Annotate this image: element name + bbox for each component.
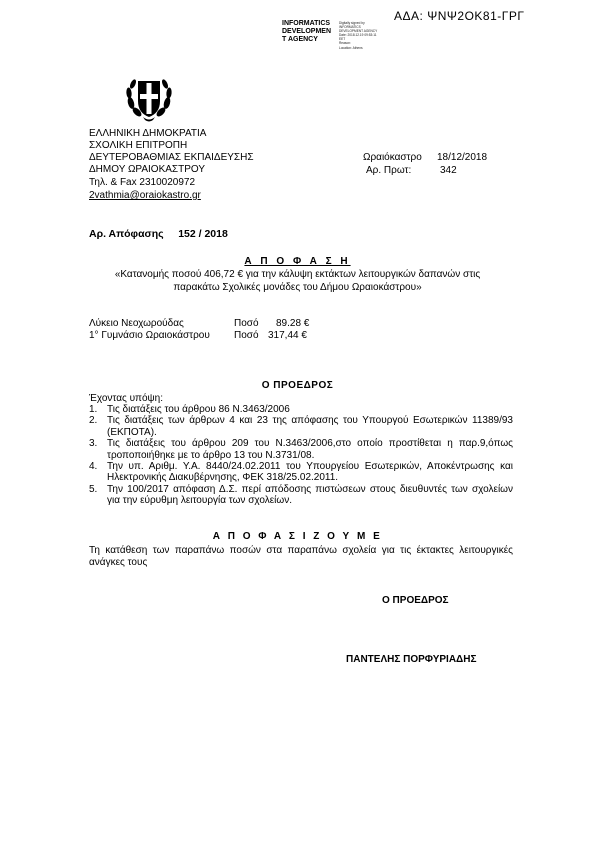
document-title: Α Π Ο Φ Α Σ Η [244,256,351,267]
amount-value: 317,44 € [268,330,307,341]
decision-number-value: 152 / 2018 [178,228,228,240]
list-item [89,461,513,484]
item-text: Την 100/2017 απόφαση Δ.Σ. περί απόδοσης πιστώσεων στους διευθυντές των σχολείων για την εύρυθμη λειτουργία των σχολείων. [107,483,513,507]
issuer-line: ΣΧΟΛΙΚΗ ΕΠΙΤΡΟΠΗ [89,140,188,151]
list-item [89,438,513,461]
we-decide-heading: Α Π Ο Φ Α Σ Ι Ζ Ο Υ Μ Ε [212,531,383,542]
place-label: Ωραιόκαστρο [363,152,422,163]
amount-label: Ποσό [234,330,259,341]
signer-line: T AGENCY [282,36,318,43]
president-heading: Ο ΠΡΟΕΔΡΟΣ [261,380,334,391]
signature-title: Ο ΠΡΟΕΔΡΟΣ [382,595,449,606]
signer-logo-text [282,20,331,44]
digital-signature-details [339,21,377,50]
item-number: 1. [89,404,98,415]
list-item [89,415,513,438]
signer-line: INFORMATICS [282,20,331,27]
item-number: 4. [89,461,98,473]
signature-detail-line: Location: Athens [339,45,363,50]
greek-emblem-icon [123,73,175,125]
protocol-label: Αρ. Πρωτ: [366,165,412,176]
item-text: Τις διατάξεις του άρθρου 209 του Ν.3463/2006,στο οποίο προστίθεται η παρ.9,όπως τροποποιήθηκε με το άρθρο 13 του Ν.3731/08. [107,438,513,461]
list-item [89,484,513,507]
item-text: Τις διατάξεις του άρθρου 86 Ν.3463/2006 [107,404,290,415]
amount-value: 89.28 € [276,318,310,329]
issuer-email-link[interactable]: 2vathmia@oraiokastro.gr [89,190,201,201]
amount-school: Λύκειο Νεοχωρούδας [89,318,184,329]
subject-line: «Κατανομής ποσού 406,72 € για την κάλυψη εκτάκτων λειτουργικών δαπανών στις [114,269,481,280]
item-number: 2. [89,415,98,427]
considering-intro: Έχοντας υπόψη: [89,393,163,404]
item-number: 3. [89,438,98,450]
signature-detail-line: DEVELOPMENT AGENCY [339,29,378,34]
item-text: Τις διατάξεις των άρθρων 4 και 23 της απόφασης του Υπουργού Εσωτερικών 11389/93 (ΕΚΠΟΤΑ). [107,415,513,438]
amount-school: 1° Γυμνάσιο Ωραιοκάστρου [89,330,210,341]
subject-line: παρακάτω Σχολικές μονάδες του Δήμου Ωραιοκάστρου» [173,282,422,293]
issuer-line: ΕΛΛΗΝΙΚΗ ΔΗΜΟΚΡΑΤΙΑ [89,128,207,139]
signature-detail-line: INFORMATICS [339,25,361,30]
issuer-phone: Τηλ. & Fax 2310020972 [89,177,196,188]
issuer-line: ΔΕΥΤΕΡΟΒΑΘΜΙΑΣ ΕΚΠΑΙΔΕΥΣΗΣ [89,152,254,163]
decision-text: Τη κατάθεση των παραπάνω ποσών στα παραπάνω σχολεία για τις έκτακτες λειτουργικές ανάγκες τους [89,545,513,568]
list-item [89,404,513,415]
considerations-list [89,404,513,507]
decision-number-label: Αρ. Απόφασης [89,228,164,240]
signature-detail-line: Reason: [339,41,351,46]
amount-label: Ποσό [234,318,259,329]
document-subject [0,268,595,294]
item-text: Την υπ. Αριθμ. Υ.Α. 8440/24.02.2011 του Υπουργείου Εσωτερικών, Αποκέντρωσης και Ηλεκτρονικής Διακυβέρνησης, ΦΕΚ 318/25.02.2011. [107,461,513,484]
signature-detail-line: EET [339,37,346,42]
protocol-number: 342 [440,165,457,176]
document-date: 18/12/2018 [437,152,488,163]
ada-code: ΑΔΑ: ΨΝΨ2ΟΚ81-ΓΡΓ [394,9,525,23]
signature-detail-line: Date: 2018.12.19 09:53:11 [339,33,377,38]
decision-number [89,228,228,240]
item-number: 5. [89,483,98,495]
signature-detail-line: Digitally signed by [339,21,365,25]
signature-name: ΠΑΝΤΕΛΗΣ ΠΟΡΦΥΡΙΑΔΗΣ [346,654,477,665]
issuer-line: ΔΗΜΟΥ ΩΡΑΙΟΚΑΣΤΡΟΥ [89,164,206,175]
signer-line: DEVELOPMEN [282,28,332,35]
